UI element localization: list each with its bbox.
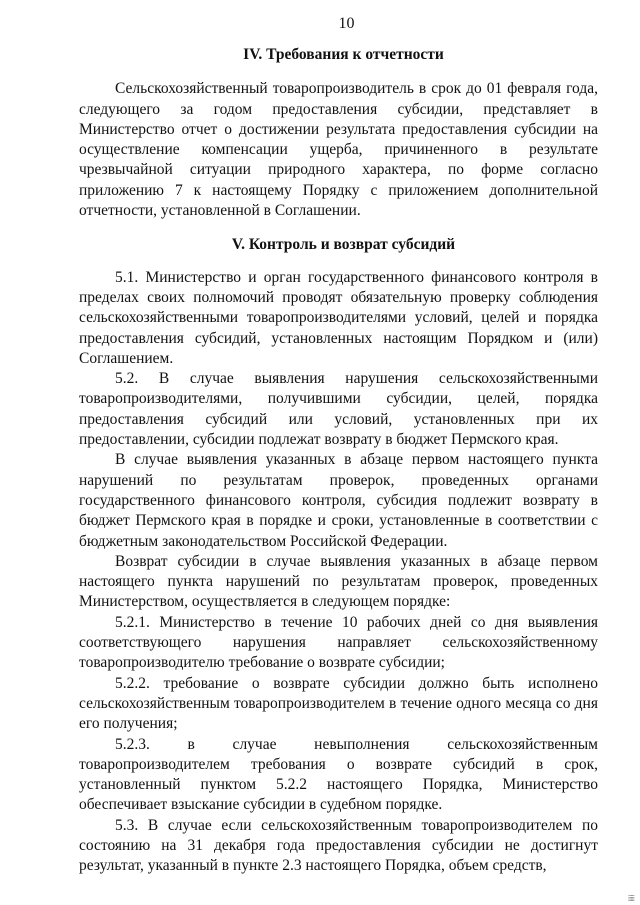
page-number: 10	[338, 15, 355, 32]
section-heading-control: V. Контроль и возврат субсидий	[231, 236, 456, 254]
paragraph-5-2-1: 5.2.1. Министерство в течение 10 рабочих дней со дня выявления соответствующего нарушения направляет сельскохозяйственному товаропроизводителю требование о возврате субсидии;	[79, 613, 598, 672]
paragraph-5-2: 5.2. В случае выявления нарушения сельскохозяйственными товаропроизводителями, получившими субсидии, целей, порядка предоставления субсидий или условий, установленных при их предоставлении, субсидии подлежат возврату в бюджет Пермского края.	[79, 370, 598, 449]
paragraph-reporting: Сельскохозяйственный товаропроизводитель в срок до 01 февраля года, следующего за годом предоставления субсидии, представляет в Министерство отчет о достижении результата предоставления субсидии на осуществление компенсации ущерба, причиненного в результате чрезвычайной ситуации природного характера, по форме согласно приложению 7 к настоящему Порядку с приложением дополнительной отчетности, установленной в Соглашении.	[79, 80, 598, 220]
paragraph-5-2-2: 5.2.2. требование о возврате субсидии должно быть исполнено сельскохозяйственным товаропроизводителем в течение одного месяца со дня его получения;	[79, 674, 598, 733]
paragraph-5-3: 5.3. В случае если сельскохозяйственным товаропроизводителем по состоянию на 31 декабря года предоставления субсидии не достигнут результат, указанный в пункте 2.3 настоящего Порядка, объем средств,	[79, 816, 598, 875]
paragraph-5-1: 5.1. Министерство и орган государственного финансового контроля в пределах своих полномочий проводят обязательную проверку соблюдения сельскохозяйственными товаропроизводителями условий, целей и порядка предоставления субсидий, установленных настоящим Порядком и (или) Соглашением.	[79, 268, 598, 367]
paragraph-5-2-3: 5.2.3. в случае невыполнения сельскохозяйственным товаропроизводителем требования о возврате субсидий в срок, установленный пунктом 5.2.2 настоящего Порядка, Министерство обеспечивает взыскание субсидии в судебном порядке.	[79, 735, 598, 814]
paragraph-5-2-second: В случае выявления указанных в абзаце первом настоящего пункта нарушений по результатам проверок, проведенных органами государственного финансового контроля, субсидия подлежит возврату в бюджет Пермского края в порядке и сроки, установленные в соответствии с бюджетным законодательством Российской Федерации.	[79, 451, 598, 550]
document-page	[79, 14, 598, 877]
corner-scan-mark: ⁞⁞⁞⁞⁞	[627, 894, 634, 903]
paragraph-5-2-third: Возврат субсидии в случае выявления указанных в абзаце первом настоящего пункта нарушений по результатам проверок, проведенных Министерством, осуществляется в следующем порядке:	[79, 552, 598, 611]
section-heading-reporting: IV. Требования к отчетности	[243, 46, 444, 63]
